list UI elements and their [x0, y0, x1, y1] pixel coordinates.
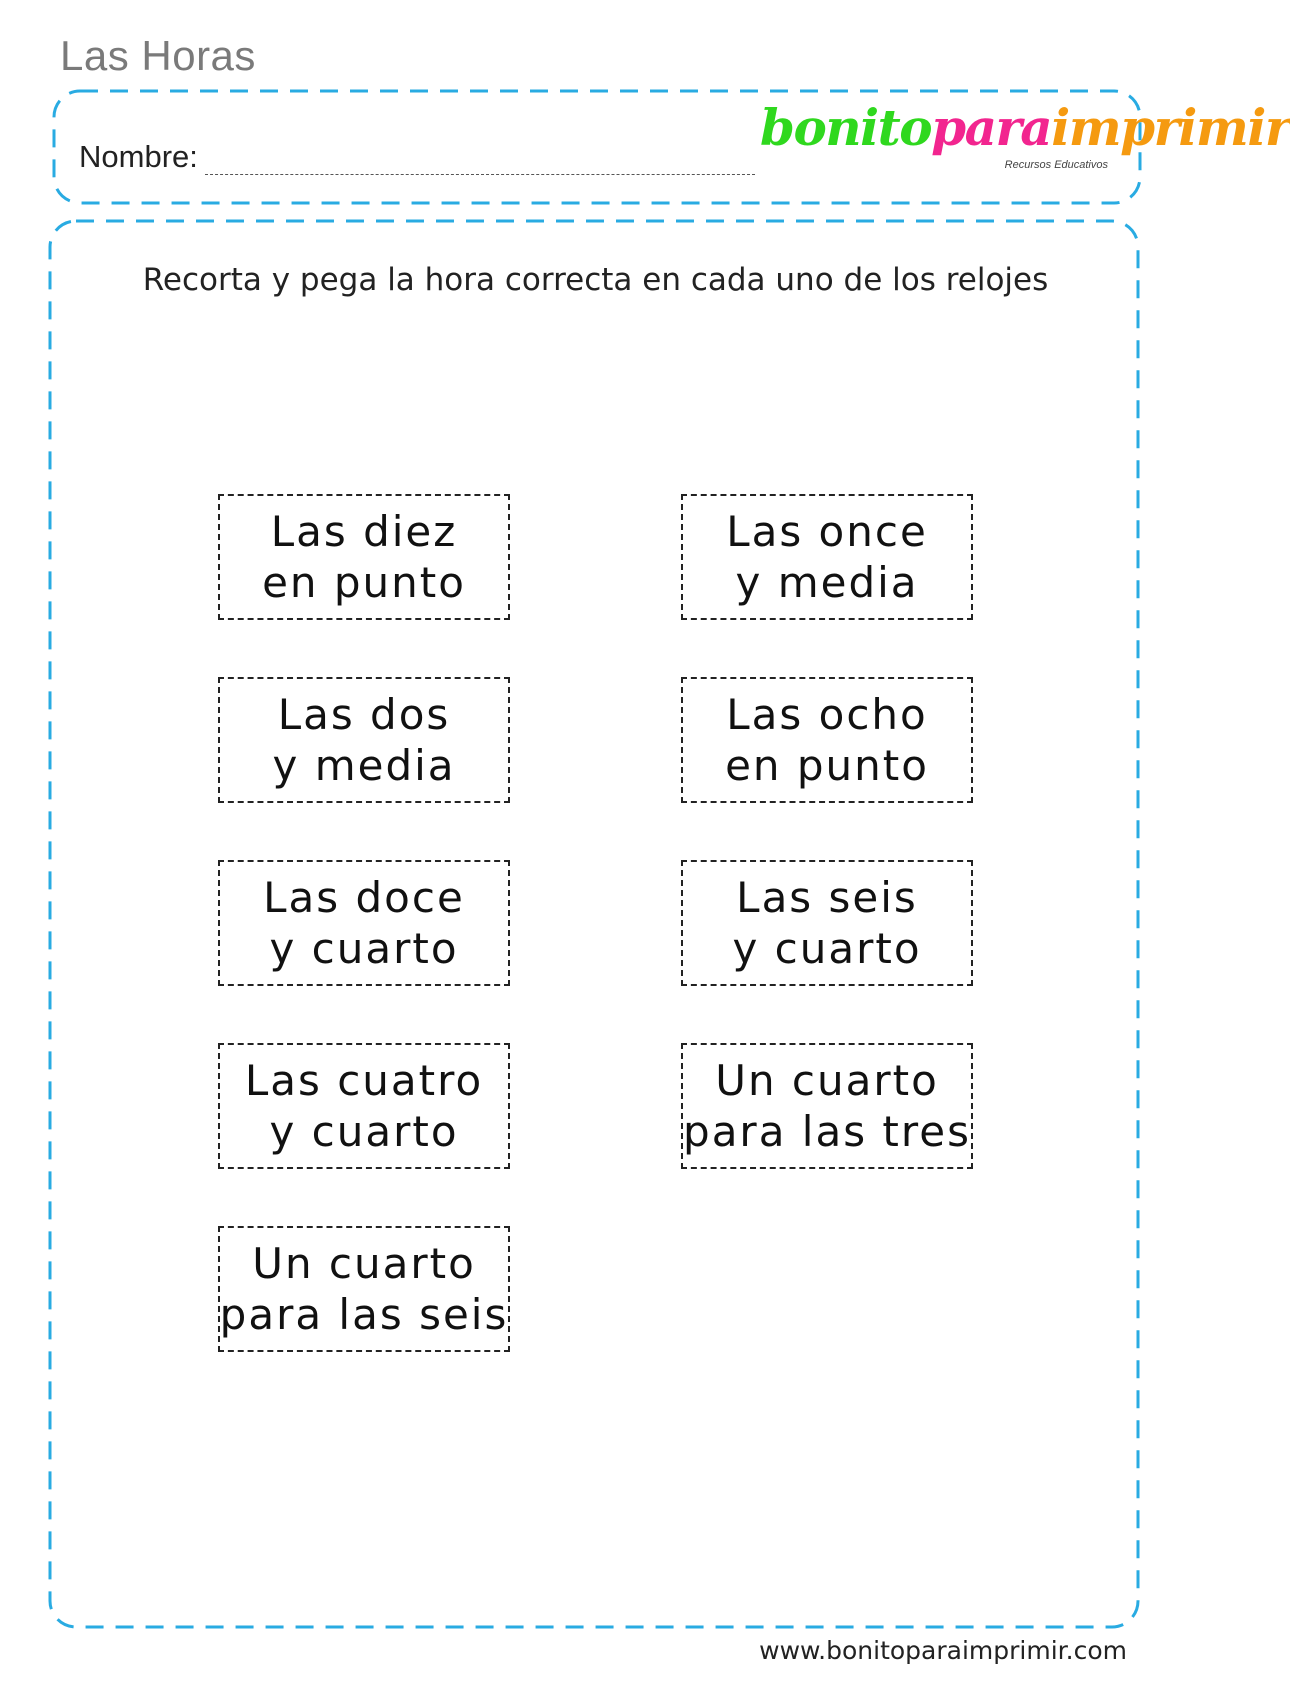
card-line-2: y media [272, 741, 456, 790]
card-line-1: Un cuarto [715, 1056, 939, 1105]
name-field[interactable] [205, 174, 755, 175]
logo-wordmark [760, 98, 1290, 157]
card-line-1: Las cuatro [244, 1056, 484, 1105]
logo-part-para: para [931, 98, 1052, 157]
card-line-2: y cuarto [269, 1107, 459, 1156]
card-line-1: Un cuarto [252, 1239, 476, 1288]
card-line-1: Las seis [736, 873, 918, 922]
card-line-2: para las tres [683, 1107, 971, 1156]
card-line-2: para las seis [219, 1290, 509, 1339]
logo-part-bonito: bonito [760, 98, 932, 157]
logo-subtitle: Recursos Educativos [1004, 159, 1108, 171]
card-line-2: y cuarto [732, 924, 922, 973]
time-card[interactable] [218, 494, 510, 620]
time-card[interactable] [218, 677, 510, 803]
time-card[interactable] [681, 677, 973, 803]
content-frame [50, 221, 1138, 1627]
time-card[interactable] [218, 1043, 510, 1169]
card-line-2: en punto [262, 558, 466, 607]
logo-part-imprimir: imprimir [1051, 98, 1290, 157]
card-line-1: Las doce [263, 873, 465, 922]
time-card[interactable] [681, 494, 973, 620]
brand-logo [760, 98, 1290, 173]
time-card[interactable] [218, 1226, 510, 1352]
card-line-1: Las diez [270, 507, 458, 556]
card-line-1: Las once [726, 507, 928, 556]
card-line-2: y cuarto [269, 924, 459, 973]
instructions-text: Recorta y pega la hora correcta en cada uno de los relojes [142, 262, 1049, 298]
name-label: Nombre: [79, 139, 198, 174]
time-card[interactable] [681, 1043, 973, 1169]
time-card[interactable] [218, 860, 510, 986]
card-line-1: Las ocho [726, 690, 928, 739]
card-line-2: en punto [725, 741, 929, 790]
time-card[interactable] [681, 860, 973, 986]
card-line-1: Las dos [277, 690, 451, 739]
website-url[interactable]: www.bonitoparaimprimir.com [759, 1636, 1127, 1665]
card-line-2: y media [735, 558, 919, 607]
page-title: Las Horas [60, 32, 256, 79]
